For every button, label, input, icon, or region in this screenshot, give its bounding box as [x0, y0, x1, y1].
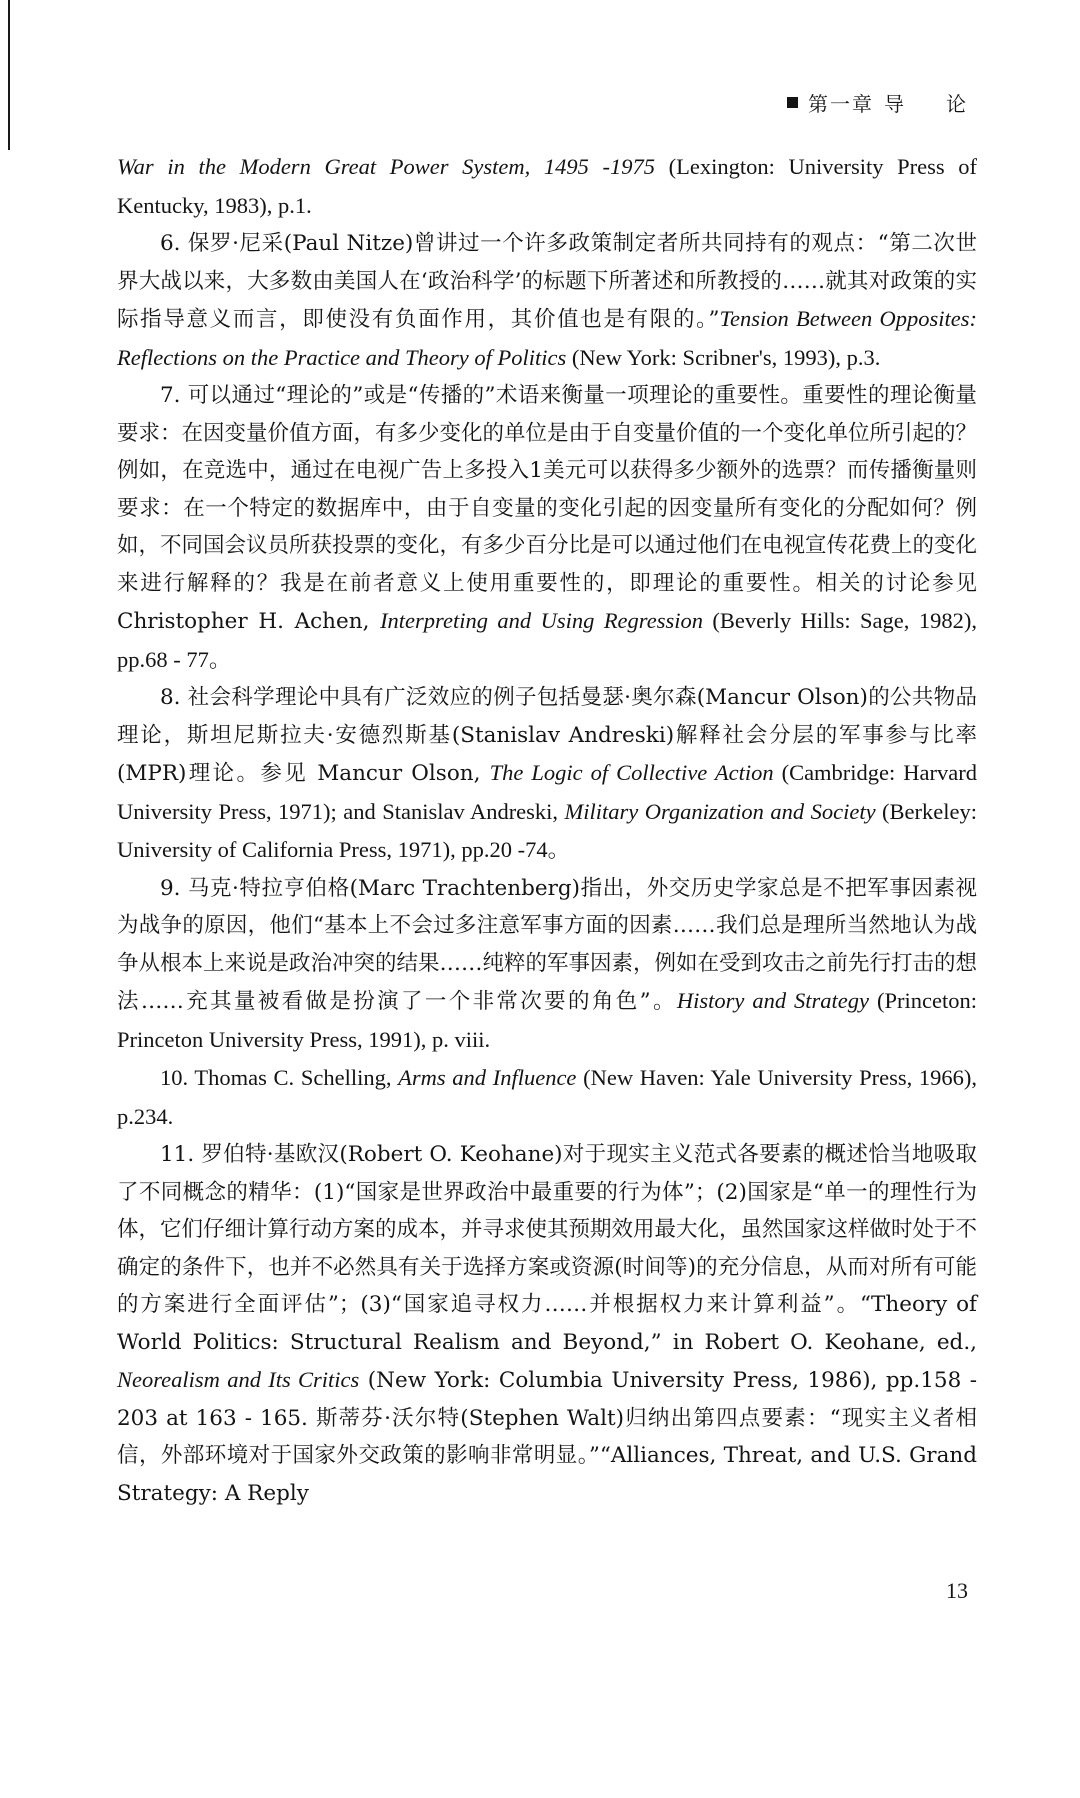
note-11 [117, 1136, 977, 1512]
note-segment: 7. 可以通过“理论的”或是“传播的”术语来衡量一项理论的重要性。重要性的理论衡量要求：在因变量价值方面，有多少变化的单位是由于自变量价值的一个变化单位所引起的？例如，在竞选中，通过在电视广告上多投入1美元可以获得多少额外的选票？而传播衡量则要求：在一个特定的数据库中，由于自变量的变化引起的因变量所有变化的分配如何？例如，不同国会议员所获投票的变化，有多少百分比是可以通过他们在电视宣传花费上的变化来进行解释的？我是在前者意义上使用重要性的，即理论的重要性。相关的讨论参见 Christopher H. Achen, [117, 383, 978, 634]
note-segment: 9. 马克·特拉亨伯格(Marc Trachtenberg)指出，外交历史学家总是不把军事因素视为战争的原因，他们“基本上不会过多注意军事方面的因素……我们总是理所当然地认为战争从根本上来说是政治冲突的结果……纯粹的军事因素，例如在受到攻击之前先行打击的想法……充其量被看做是扮演了一个非常次要的角色”。 [117, 875, 978, 1014]
note-segment: (Cambridge: Harvard University Press, 1971); and Stanislav Andreski, [117, 760, 977, 824]
note-segment: War in the Modern Great Power System, 1495 -1975 [117, 154, 655, 179]
running-head-title-a: 导 [884, 92, 906, 116]
page-number: 13 [946, 1578, 968, 1603]
note-segment: (Princeton: Princeton University Press, 1991), p. viii. [117, 988, 978, 1052]
square-bullet-icon [787, 97, 798, 108]
note-segment: Military Organization and Society [564, 798, 876, 824]
note-6 [117, 225, 977, 377]
note-10 [117, 1059, 977, 1136]
note-segment: 10. Thomas C. Schelling, [160, 1065, 399, 1090]
note-segment: (Berkeley: University of California Press, 1971), pp.20 -74。 [117, 798, 978, 862]
note-9 [117, 870, 977, 1060]
note-7 [117, 377, 977, 679]
note-segment: (Lexington: University Press of Kentucky, 1983), p.1. [117, 154, 978, 218]
note-segment: (New Haven: Yale University Press, 1966), p.234. [117, 1065, 977, 1129]
note-segment: Arms and Influence [398, 1065, 577, 1090]
footnotes-body [117, 148, 977, 1512]
note-8 [117, 679, 977, 870]
running-head-title-b: 论 [946, 92, 968, 116]
note-segment: Tension Between Opposites: Reflections on the Practice and Theory of Politics [117, 306, 977, 370]
note-segment: Neorealism and Its Critics [117, 1367, 360, 1392]
note-segment: 8. 社会科学理论中具有广泛效应的例子包括曼瑟·奥尔森(Mancur Olson)的公共物品理论，斯坦尼斯拉夫·安德烈斯基(Stanislav Andreski)解释社会分层的军事参与比率(MPR)理论。参见 Mancur Olson, [117, 685, 977, 786]
note-segment: (New York: Columbia University Press, 1986), pp.158 - 203 at 163 - 165. 斯蒂芬·沃尔特(Stephen Walt)归纳出第四点要素：“现实主义者相信，外部环境对于国家外交政策的影响非常明显。”“Alliances, Threat, and U.S. Grand Strategy: A Reply [117, 1368, 978, 1506]
note-segment: (Beverly Hills: Sage, 1982), pp.68 - 77。 [117, 608, 977, 672]
note-continuation [117, 148, 977, 225]
note-segment: (New York: Scribner's, 1993), p.3. [566, 344, 881, 370]
note-segment: 11. 罗伯特·基欧汉(Robert O. Keohane)对于现实主义范式各要素的概述恰当地吸取了不同概念的精华：(1)“国家是世界政治中最重要的行为体”；(2)国家是“单一的理性行为体，它们仔细计算行动方案的成本，并寻求使其预期效用最大化，虽然国家这样做时处于不确定的条件下，也并不必然具有关于选择方案或资源(时间等)的充分信息，从而对所有可能的方案进行全面评估”；(3)“国家追寻权力……并根据权力来计算利益”。“Theory of World Politics: Structural Realism and Beyond,” in Robert O. Keohane, ed., [117, 1142, 978, 1355]
running-head [787, 88, 968, 117]
note-segment: The Logic of Collective Action [489, 760, 774, 785]
running-head-chapter: 第一章 [808, 92, 874, 116]
note-segment: History and Strategy [676, 988, 870, 1013]
note-segment: Interpreting and Using Regression [380, 608, 703, 633]
page-edge-line [8, 0, 10, 150]
note-segment: 6. 保罗·尼采(Paul Nitze)曾讲过一个许多政策制定者所共同持有的观点：“第二次世界大战以来，大多数由美国人在‘政治科学’的标题下所著述和所教授的……就其对政策的实际指导意义而言，即使没有负面作用，其价值也是有限的。” [117, 231, 977, 332]
